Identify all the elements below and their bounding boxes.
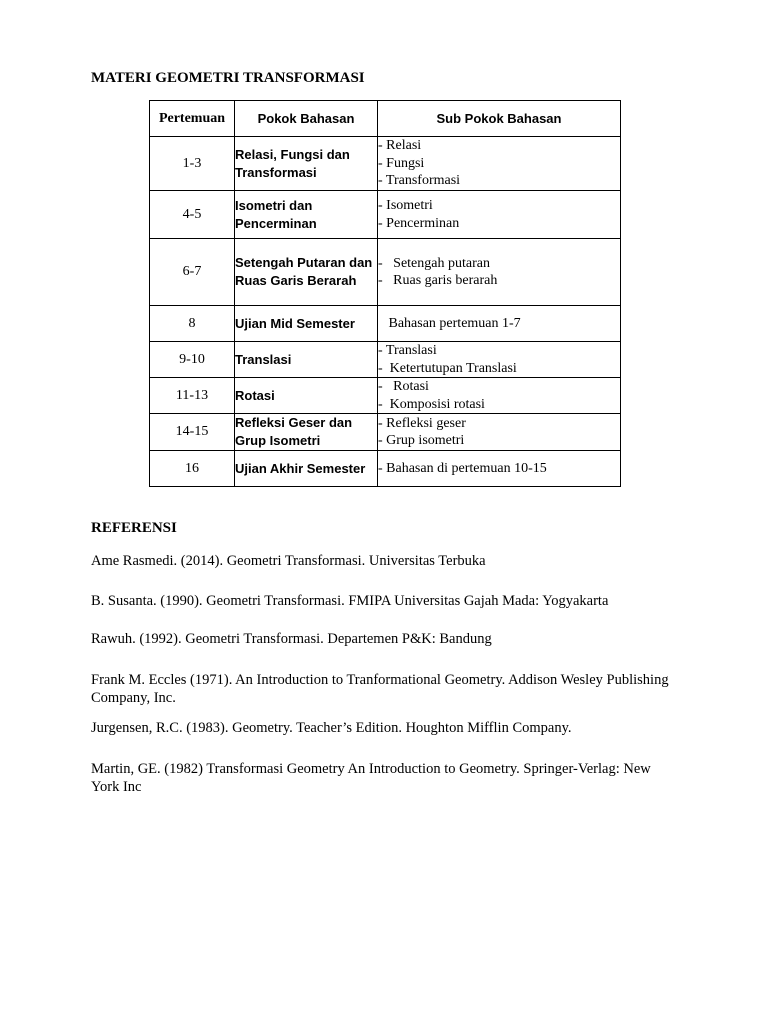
table-row (150, 306, 621, 342)
sub-pokok-item: - Ruas garis berarah (378, 273, 498, 288)
cell-pertemuan: 1-3 (150, 137, 235, 191)
cell-pertemuan: 8 (150, 306, 235, 342)
cell-pokok-bahasan: Relasi, Fungsi dan Transformasi (235, 137, 378, 191)
reference-item: Frank M. Eccles (1971). An Introduction to Tranformational Geometry. Addison Wesley Publishing Company, Inc. (91, 672, 669, 706)
sub-pokok-item: - Ketertutupan Translasi (378, 360, 517, 376)
sub-pokok-item: - Refleksi geser (378, 415, 466, 431)
sub-pokok-item: - Setengah putaran (378, 255, 490, 271)
cell-pokok-bahasan: Setengah Putaran dan Ruas Garis Berarah (235, 239, 378, 306)
cell-pokok-bahasan: Ujian Mid Semester (235, 306, 378, 342)
reference-item: Jurgensen, R.C. (1983). Geometry. Teacher’s Edition. Houghton Mifflin Company. (91, 720, 572, 736)
sub-pokok-item: - Fungsi (378, 155, 425, 171)
reference-item: Rawuh. (1992). Geometri Transformasi. Departemen P&K: Bandung (91, 631, 492, 647)
cell-pokok-bahasan: Isometri dan Pencerminan (235, 191, 378, 239)
cell-pertemuan: 6-7 (150, 239, 235, 306)
header-pokok-bahasan: Pokok Bahasan (235, 101, 378, 137)
cell-pertemuan: 16 (150, 451, 235, 487)
cell-pertemuan: 11-13 (150, 378, 235, 414)
cell-sub-pokok-bahasan (378, 378, 621, 414)
cell-sub-pokok-bahasan (378, 137, 621, 191)
table-row (150, 137, 621, 191)
cell-pokok-bahasan: Translasi (235, 342, 378, 378)
table-row (150, 378, 621, 414)
header-pertemuan: Pertemuan (150, 101, 235, 137)
reference-item: Martin, GE. (1982) Transformasi Geometry An Introduction to Geometry. Springer-Verlag: New York Inc (91, 761, 651, 795)
sub-pokok-item: - Transformasi (378, 173, 461, 189)
sub-pokok-item: - Isometri (378, 198, 433, 213)
table-row (150, 239, 621, 306)
sub-pokok-item: - Pencerminan (378, 215, 460, 231)
cell-sub-pokok-bahasan (378, 306, 621, 342)
sub-pokok-item: - Bahasan di pertemuan 10-15 (378, 460, 547, 476)
reference-item: B. Susanta. (1990). Geometri Transformasi. FMIPA Universitas Gajah Mada: Yogyakarta (91, 593, 609, 609)
sub-pokok-item: - Relasi (378, 138, 422, 154)
cell-sub-pokok-bahasan (378, 342, 621, 378)
sub-pokok-item: - Komposisi rotasi (378, 396, 485, 412)
cell-sub-pokok-bahasan (378, 451, 621, 487)
sub-pokok-item: - Translasi (378, 343, 437, 358)
sub-pokok-item: - Grup isometri (378, 433, 465, 448)
cell-sub-pokok-bahasan (378, 239, 621, 306)
cell-pokok-bahasan: Refleksi Geser dan Grup Isometri (235, 414, 378, 451)
cell-pertemuan: 4-5 (150, 191, 235, 239)
table-row (150, 414, 621, 451)
table-row (150, 342, 621, 378)
sub-pokok-item: - Rotasi (378, 379, 429, 394)
cell-sub-pokok-bahasan (378, 414, 621, 451)
table-header-row (150, 101, 621, 137)
cell-sub-pokok-bahasan (378, 191, 621, 239)
cell-pertemuan: 14-15 (150, 414, 235, 451)
document-title: MATERI GEOMETRI TRANSFORMASI (91, 70, 365, 86)
header-sub-pokok-bahasan: Sub Pokok Bahasan (378, 101, 621, 137)
table-row (150, 451, 621, 487)
table-row (150, 191, 621, 239)
sub-pokok-item: Bahasan pertemuan 1-7 (378, 315, 521, 331)
reference-item: Ame Rasmedi. (2014). Geometri Transformasi. Universitas Terbuka (91, 553, 486, 569)
cell-pokok-bahasan: Ujian Akhir Semester (235, 451, 378, 487)
cell-pokok-bahasan: Rotasi (235, 378, 378, 414)
materi-table (149, 100, 621, 487)
cell-pertemuan: 9-10 (150, 342, 235, 378)
referensi-heading: REFERENSI (91, 520, 177, 536)
